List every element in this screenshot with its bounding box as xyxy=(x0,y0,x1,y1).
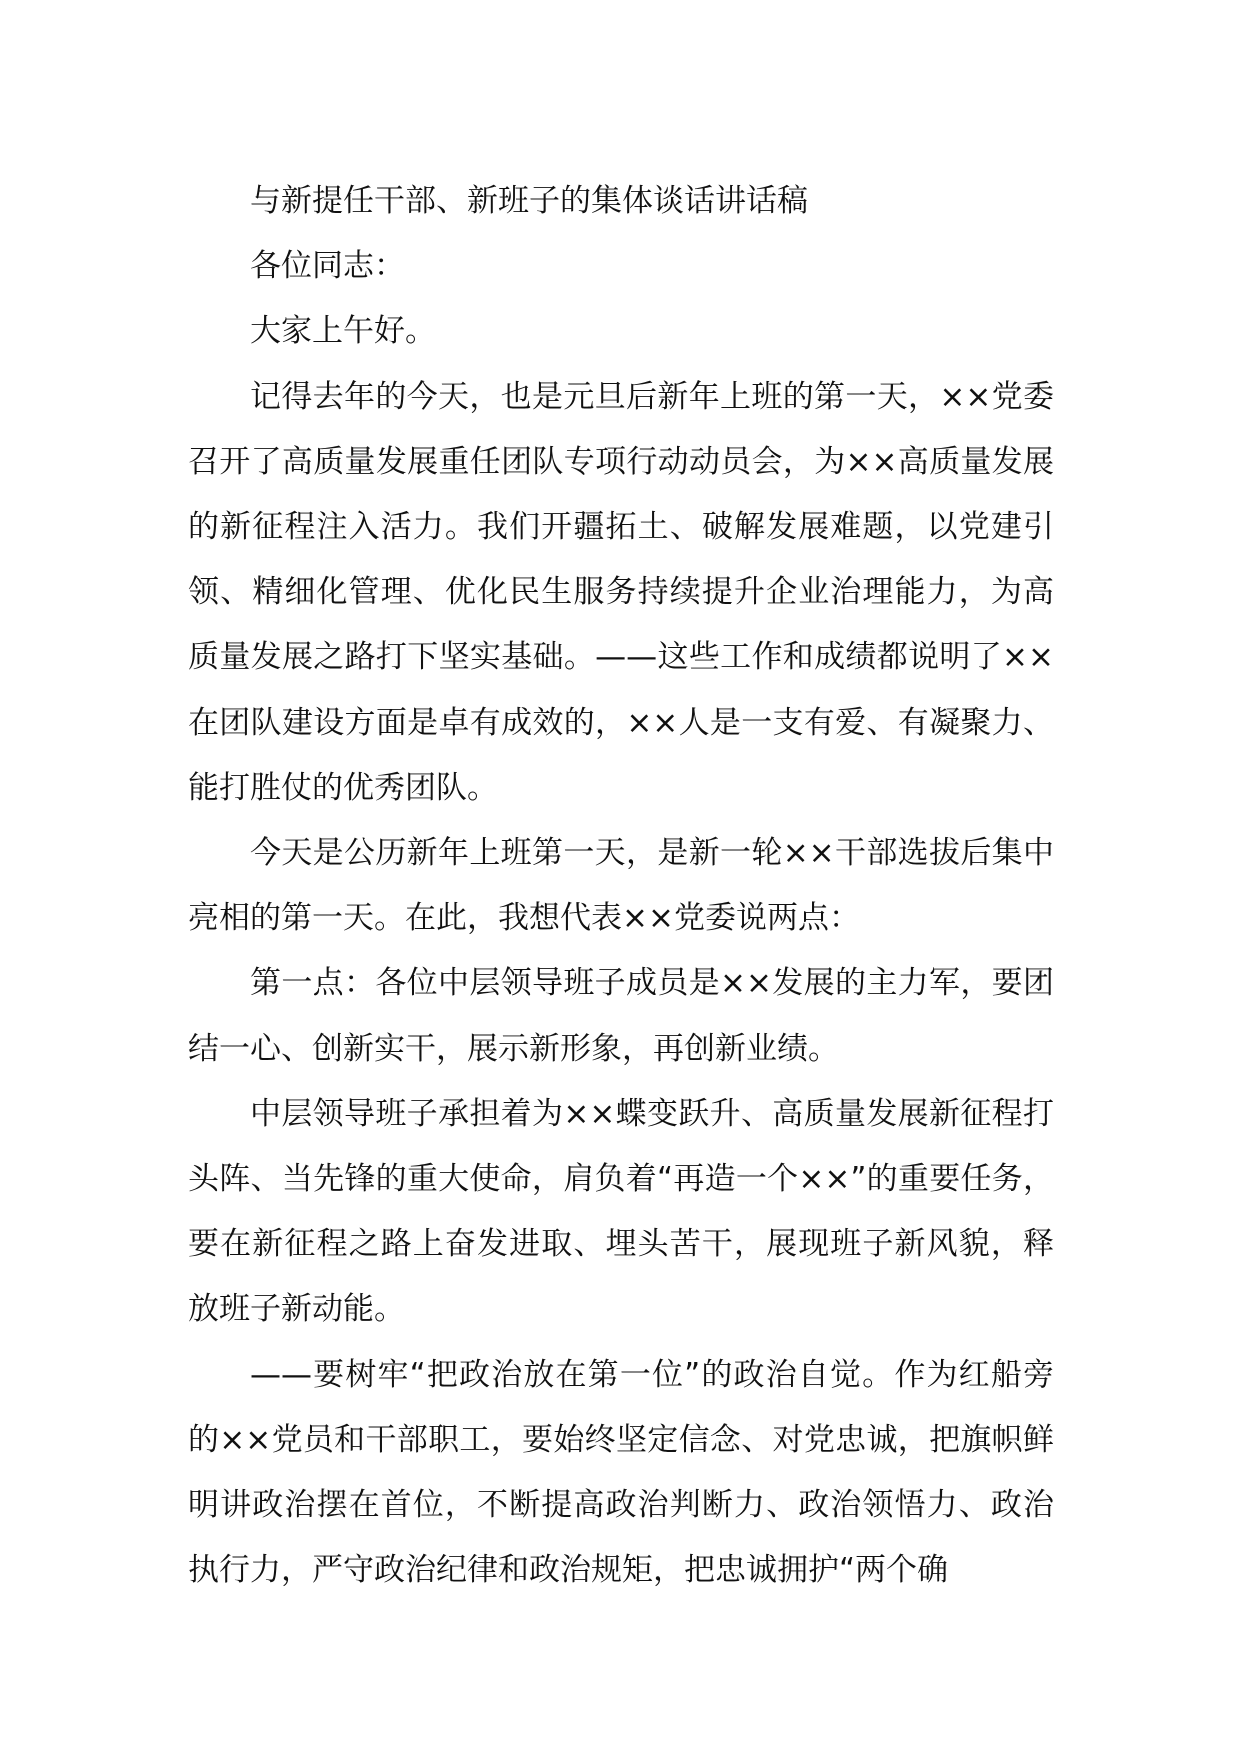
paragraph-salutation: 各位同志： xyxy=(250,248,405,285)
paragraph-political-awareness: ——要树牢“把政治放在第一位”的政治自觉。作为红船旁的××党员和干部职工，要始终坚定信念、对党忠诚，把旗帜鲜明讲政治摆在首位，不断提高政治判断力、政治领悟力、政治执行力，严守政治纪律和政治规矩，把忠诚拥护“两个确 xyxy=(188,1356,1054,1589)
paragraph-last-year-review: 记得去年的今天，也是元旦后新年上班的第一天，××党委召开了高质量发展重任团队专项行动动员会，为××高质量发展的新征程注入活力。我们开疆拓土、破解发展难题，以党建引领、精细化管理、优化民生服务持续提升企业治理能力，为高质量发展之路打下坚实基础。——这些工作和成绩都说明了××在团队建设方面是卓有成效的，××人是一支有爱、有凝聚力、能打胜仗的优秀团队。 xyxy=(188,378,1054,806)
document-body xyxy=(188,169,1054,1603)
paragraph-today-intro: 今天是公历新年上班第一天，是新一轮××干部选拔后集中亮相的第一天。在此，我想代表××党委说两点： xyxy=(188,835,1054,937)
paragraph-mid-level-mission: 中层领导班子承担着为××蝶变跃升、高质量发展新征程打头阵、当先锋的重大使命，肩负着“再造一个××”的重要任务，要在新征程之路上奋发进取、埋头苦干，展现班子新风貌，释放班子新动能。 xyxy=(188,1095,1054,1328)
document-title: 与新提任干部、新班子的集体谈话讲话稿 xyxy=(250,183,808,219)
paragraph-greeting: 大家上午好。 xyxy=(250,313,436,350)
paragraph-point-one: 第一点：各位中层领导班子成员是××发展的主力军，要团结一心、创新实干，展示新形象，再创新业绩。 xyxy=(188,965,1054,1067)
